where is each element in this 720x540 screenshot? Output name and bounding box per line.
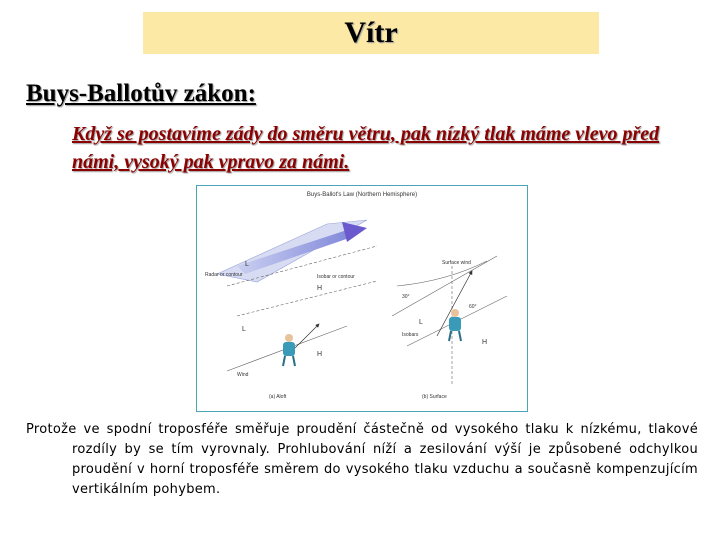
label-surface-wind: Surface wind [442,260,471,266]
label-h-front: H [317,351,323,358]
isobar-line [237,281,377,316]
rule-statement: Když se postavíme zády do směru větru, pak nízký tlak máme vlevo před námi, vysoký pak vpravo za námi. [72,123,660,173]
label-panel-b: (b) Surface [422,394,447,400]
label-wind: Wind [237,372,249,378]
figure-caption: Buys-Ballot's Law (Northern Hemisphere) [306,192,418,198]
label-angle-60: 60° [469,304,477,310]
buys-ballot-figure [196,185,528,412]
label-radar: Radar or contour [205,272,243,278]
title-box [143,12,599,54]
label-angle-30: 30° [402,294,410,300]
label-h-upper: H [317,285,323,292]
explanation-paragraph: Protože ve spodní troposféře směřuje proudění částečně od vysokého tlaku k nízkému, tlakové rozdíly by se tím vyrovnaly. Prohlubování níží a zesilování výší je způsobené odchylkou proudění v horní troposféře směrem do vysokého tlaku vzduchu a současně kompenzujícím vertikálním pohybem. [26,422,698,497]
figure-illustration [197,186,527,411]
label-l-surface: L [419,319,423,326]
section-heading: Buys-Ballotův zákon: [26,80,256,107]
label-panel-a: (a) Aloft [269,394,287,400]
label-l-front: L [242,326,246,333]
label-isobars: Isobars [402,332,419,338]
person-figure-left [283,334,295,366]
label-h-surface: H [482,339,488,346]
slide-title: Vítr [344,16,398,49]
wind-arrow-left [295,324,319,348]
label-l-upper: L [245,261,249,268]
label-isobar: Isobar or contour [317,274,355,280]
person-figure-right [449,309,461,341]
